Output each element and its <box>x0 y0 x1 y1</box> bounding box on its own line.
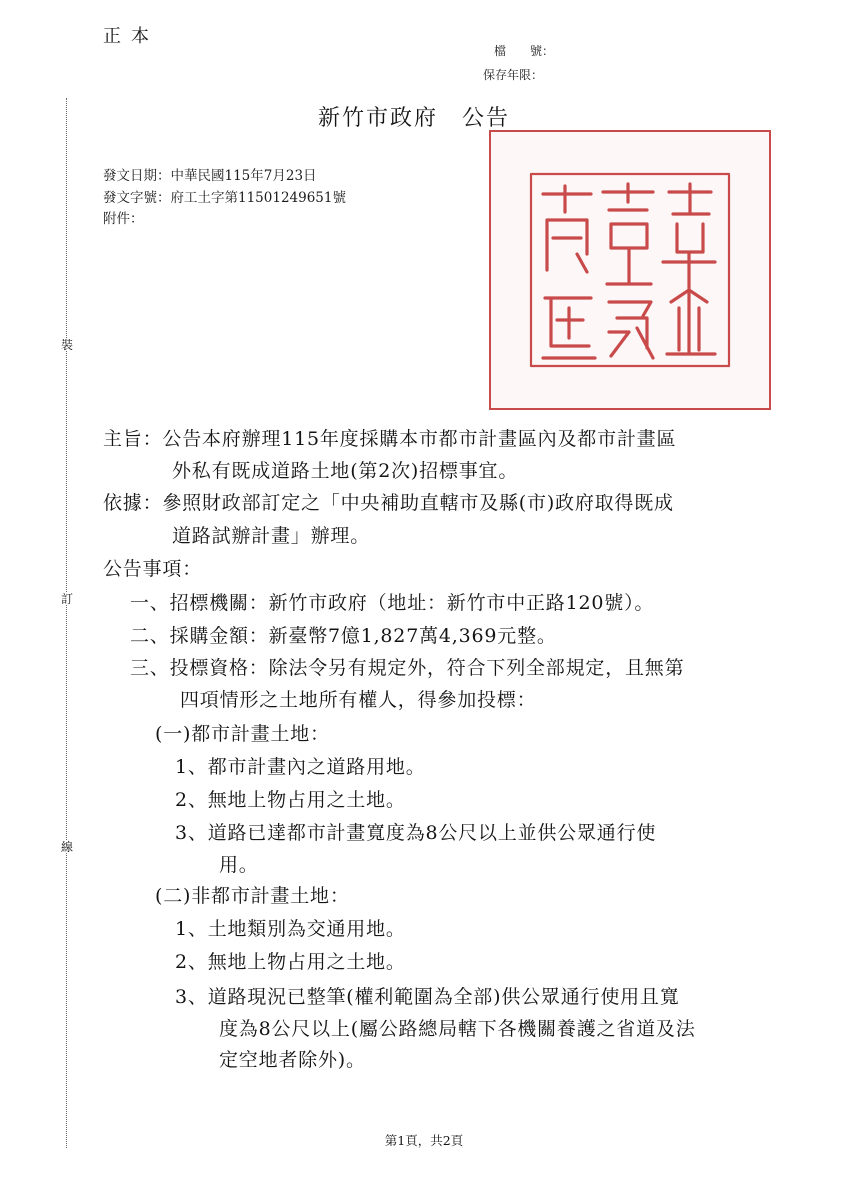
official-seal <box>489 130 771 410</box>
notice-item-2: 二、採購金額：新臺幣7億1,827萬4,369元整。 <box>130 625 557 647</box>
document-number: 發文字號：府工土字第11501249651號 <box>103 190 346 206</box>
seal-text: 新竹市政府印 <box>627 402 633 403</box>
page-number: 第1頁，共2頁 <box>384 1133 464 1148</box>
urban-condition-3-line-2: 用。 <box>219 854 259 876</box>
issue-date: 發文日期：中華民國115年7月23日 <box>103 168 317 184</box>
copy-mark: 正本 <box>103 26 159 47</box>
retention-label: 保存年限： <box>483 68 544 82</box>
basis-line-2: 道路試辦計畫」辦理。 <box>172 525 371 547</box>
binding-mark-xian: 線 <box>61 840 74 854</box>
nonurban-condition-3-line-1: 3、道路現況已整筆(權利範圍為全部)供公眾通行使用且寬 <box>175 986 680 1008</box>
urban-condition-2: 2、無地上物占用之土地。 <box>175 789 406 811</box>
urban-condition-1: 1、都市計畫內之道路用地。 <box>175 756 426 778</box>
notice-heading: 公告事項： <box>103 558 203 580</box>
nonurban-condition-3-line-3: 定空地者除外)。 <box>219 1049 366 1071</box>
notice-item-1: 一、招標機關：新竹市政府（地址：新竹市中正路120號）。 <box>130 592 655 614</box>
notice-item-3-line-1: 三、投標資格：除法令另有規定外，符合下列全部規定，且無第 <box>130 657 685 679</box>
binding-mark-zhuang: 裝 <box>61 338 74 352</box>
binding-line <box>66 98 67 1148</box>
file-number-label: 檔 號： <box>494 44 555 58</box>
urban-condition-3-line-1: 3、道路已達都市計畫寬度為8公尺以上並供公眾通行使 <box>175 822 657 844</box>
subject-line-2: 外私有既成道路土地(第2次)招標事宜。 <box>172 460 519 482</box>
nonurban-condition-3-line-2: 度為8公尺以上(屬公路總局轄下各機關養護之省道及法 <box>219 1018 696 1040</box>
nonurban-condition-2: 2、無地上物占用之土地。 <box>175 951 406 973</box>
binding-mark-ding: 訂 <box>61 592 74 606</box>
attachment-label: 附件： <box>103 211 144 227</box>
seal-graphic <box>491 132 769 408</box>
basis-line-1: 依據：參照財政部訂定之「中央補助直轄市及縣(市)政府取得既成 <box>103 492 674 514</box>
urban-heading: (一)都市計畫土地： <box>155 723 330 745</box>
nonurban-condition-1: 1、土地類別為交通用地。 <box>175 918 406 940</box>
notice-item-3-line-2: 四項情形之土地所有權人，得參加投標： <box>180 689 537 711</box>
nonurban-heading: (二)非都市計畫土地： <box>155 885 350 907</box>
page-title: 新竹市政府 公告 <box>318 106 511 131</box>
subject-line-1: 主旨：公告本府辦理115年度採購本市都市計畫區內及都市計畫區 <box>103 428 677 450</box>
